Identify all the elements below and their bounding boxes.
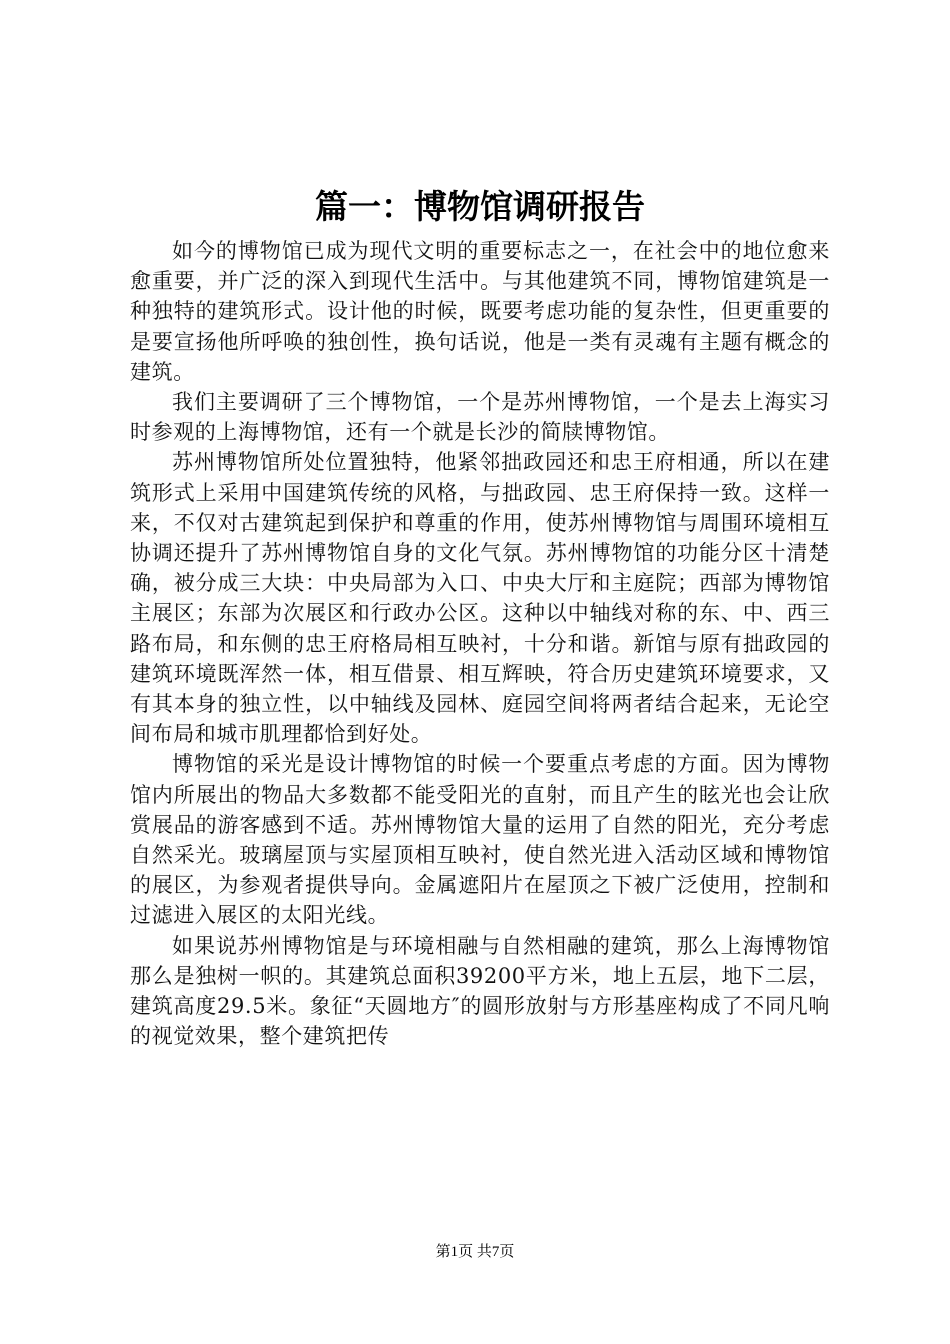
paragraph-museums-surveyed: 我们主要调研了三个博物馆，一个是苏州博物馆，一个是去上海实习时参观的上海博物馆，还有一个就是长沙的简牍博物馆。 (130, 390, 830, 445)
page-number-footer: 第1页 共7页 (435, 1244, 515, 1260)
document-title: 篇一：博物馆调研报告 (315, 187, 645, 226)
document-body (130, 236, 830, 1051)
paragraph-intro: 如今的博物馆已成为现代文明的重要标志之一，在社会中的地位愈来愈重要，并广泛的深入到现代生活中。与其他建筑不同，博物馆建筑是一种独特的建筑形式。设计他的时候，既要考虑功能的复杂性，但更重要的是要宣扬他所呼唤的独创性，换句话说，他是一类有灵魂有主题有概念的建筑。 (130, 239, 830, 384)
paragraph-lighting: 博物馆的采光是设计博物馆的时候一个要重点考虑的方面。因为博物馆内所展出的物品大多数都不能受阳光的直射，而且产生的眩光也会让欣赏展品的游客感到不适。苏州博物馆大量的运用了自然的阳光，充分考虑自然采光。玻璃屋顶与实屋顶相互映衬，使自然光进入活动区域和博物馆的展区，为参观者提供导向。金属遮阳片在屋顶之下被广泛使用，控制和过滤进入展区的太阳光线。 (130, 752, 830, 928)
paragraph-suzhou-museum-layout: 苏州博物馆所处位置独特，他紧邻拙政园还和忠王府相通，所以在建筑形式上采用中国建筑传统的风格，与拙政园、忠王府保持一致。这样一来，不仅对古建筑起到保护和尊重的作用，使苏州博物馆与周围环境相互协调还提升了苏州博物馆自身的文化气氛。苏州博物馆的功能分区十清楚确，被分成三大块：中央局部为入口、中央大厅和主庭院；西部为博物馆主展区；东部为次展区和行政办公区。这种以中轴线对称的东、中、西三路布局，和东侧的忠王府格局相互映衬，十分和谐。新馆与原有拙政园的建筑环境既浑然一体，相互借景、相互辉映，符合历史建筑环境要求，又有其本身的独立性，以中轴线及园林、庭园空间将两者结合起来，无论空间布局和城市肌理都恰到好处。 (130, 450, 830, 747)
paragraph-shanghai-museum: 如果说苏州博物馆是与环境相融与自然相融的建筑，那么上海博物馆那么是独树一帜的。其建筑总面积39200平方米，地上五层，地下二层，建筑高度29.5米。象征“天圆地方″的圆形放射与方形基座构成了不同凡响的视觉效果，整个建筑把传 (130, 933, 830, 1049)
